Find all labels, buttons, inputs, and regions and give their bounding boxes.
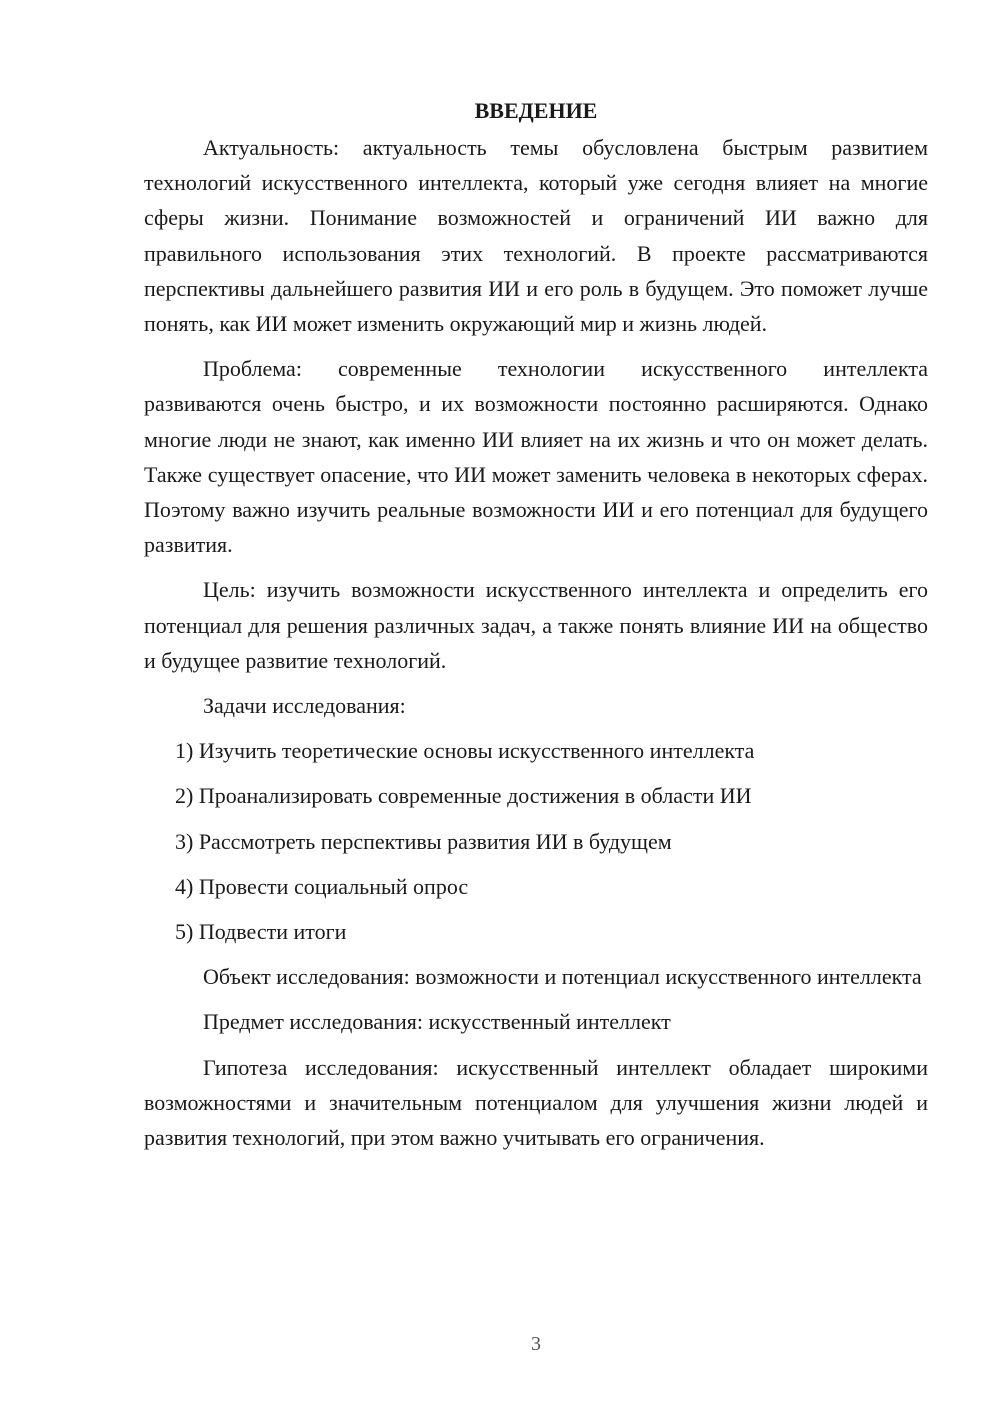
list-item: 5) Подвести итоги: [175, 919, 347, 945]
page-content: [144, 93, 928, 1155]
list-item: 2) Проанализировать современные достижения в области ИИ: [175, 783, 752, 809]
paragraph-problem: Проблема: современные технологии искусственного интеллекта развиваются очень быстро, и их возможности постоянно расширяются. Однако многие люди не знают, как именно ИИ влияет на их жизнь и что он может делать. Также существует опасение, что ИИ может заменить человека в некоторых сферах. Поэтому важно изучить реальные возможности ИИ и его потенциал для будущего развития.: [144, 356, 928, 558]
list-item: 1) Изучить теоретические основы искусственного интеллекта: [175, 738, 755, 764]
paragraph-subject: Предмет исследования: искусственный интеллект: [203, 1009, 671, 1035]
tasks-list: [144, 733, 928, 949]
paragraph-relevance: Актуальность: актуальность темы обусловлена быстрым развитием технологий искусственного интеллекта, который уже сегодня влияет на многие сферы жизни. Понимание возможностей и ограничений ИИ важно для правильного использования этих технологий. В проекте рассматриваются перспективы дальнейшего развития ИИ и его роль в будущем. Это поможет лучше понять, как ИИ может изменить окружающий мир и жизнь людей.: [144, 135, 928, 337]
list-item: 4) Провести социальный опрос: [175, 873, 469, 899]
paragraph-goal: Цель: изучить возможности искусственного интеллекта и определить его потенциал для решения различных задач, а также понять влияние ИИ на общество и будущее развитие технологий.: [144, 577, 928, 673]
paragraph-hypothesis: Гипотеза исследования: искусственный интеллект обладает широкими возможностями и значительным потенциалом для улучшения жизни людей и развития технологий, при этом важно учитывать его ограничения.: [144, 1054, 928, 1151]
paragraph-object: Объект исследования: возможности и потенциал искусственного интеллекта: [203, 964, 922, 990]
tasks-heading: Задачи исследования:: [203, 693, 406, 719]
page-number: 3: [531, 1333, 541, 1355]
list-item: 3) Рассмотреть перспективы развития ИИ в будущем: [175, 828, 672, 854]
section-title: ВВЕДЕНИЕ: [474, 98, 598, 123]
